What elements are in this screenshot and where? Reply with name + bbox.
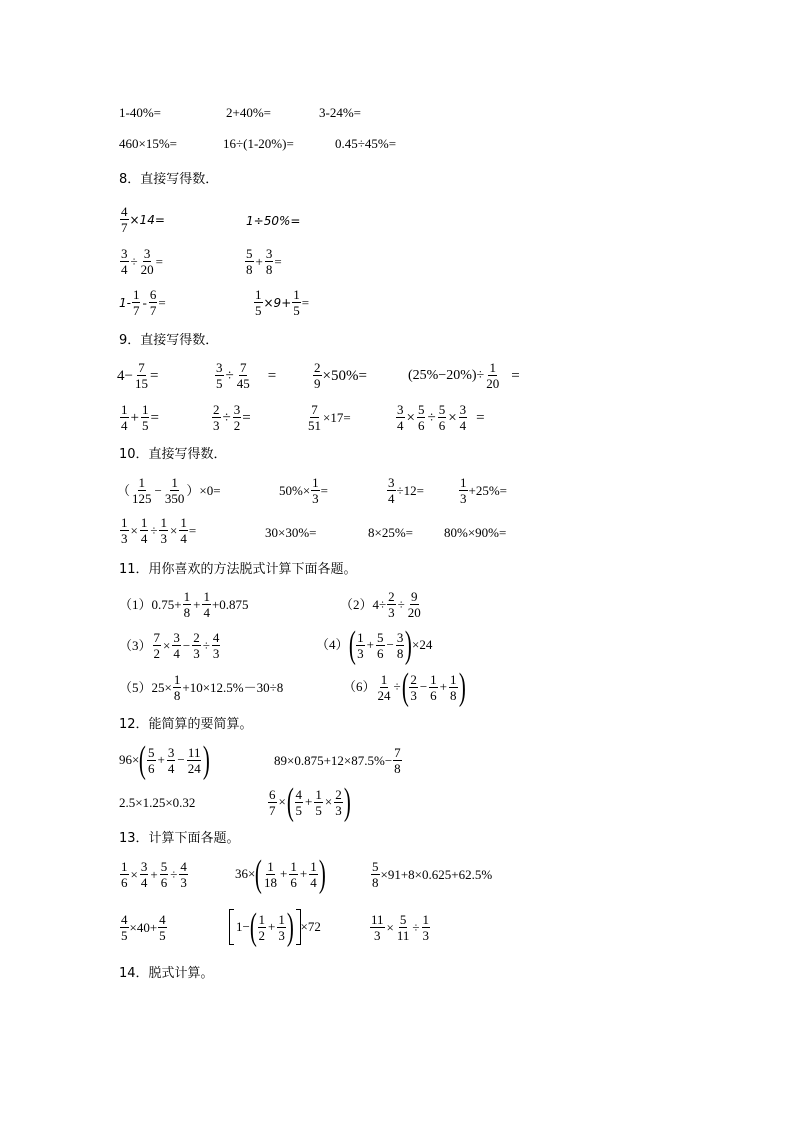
q9-b2: $\frac{2}{3}$ ÷ $\frac{3}{2}$ =: [213, 402, 251, 433]
q9-b4: $\frac{3}{4}$ × $\frac{5}{6}$ ÷ $\frac{5}{6}$ × $\frac{3}{4}$ =: [397, 402, 485, 433]
q8-b1: $\frac{3}{4}$ ÷ $\frac{3}{20}$ =: [121, 246, 163, 277]
q11-title: 11．用你喜欢的方法脱式计算下面各题。: [119, 562, 357, 577]
q12-title: 12．能简算的要简算。: [119, 717, 253, 732]
q13-b3: $\frac{11}{3}$ × $\frac{5}{11}$ ÷ $\frac{1}{3}$: [371, 912, 430, 943]
q8-a2: 1÷50%=: [246, 214, 301, 228]
q12-b1: 2.5×1.25×0.32: [119, 795, 196, 810]
q10-title: 10．直接写得数．: [119, 447, 227, 462]
q8-a1: $\frac{4}{7}$ ×14=: [121, 204, 165, 235]
q13-a1: $\frac{1}{6}$ × $\frac{3}{4}$ + $\frac{5}{6}$ ÷ $\frac{4}{3}$: [121, 859, 187, 890]
expr-460x15pct: 460×15%=: [119, 136, 177, 151]
q13-b1: $\frac{4}{5}$ ×40+ $\frac{4}{5}$: [121, 912, 166, 943]
q8-c1: 1- $\frac{1}{7}$ - $\frac{6}{7}$ =: [119, 287, 166, 318]
q9-a4: (25%−20%)÷ $\frac{1}{20}$ =: [408, 360, 520, 391]
q11-p5: （5） 25× $\frac{1}{8}$ +10×12.5%－30÷8: [119, 672, 284, 703]
q12-a1: 96× ( $\frac{5}{6}$ + $\frac{3}{4}$ − $\frac{11}{24}$ ): [119, 739, 210, 781]
q13-title: 13．计算下面各题。: [119, 831, 240, 846]
q10-b2: 30×30%=: [265, 525, 317, 540]
q10-b4: 80%×90%=: [444, 525, 507, 540]
q9-title: 9．直接写得数．: [119, 333, 219, 348]
q10-a2: 50%× $\frac{1}{3}$ =: [279, 475, 329, 506]
q12-b2: $\frac{6}{7}$ × ( $\frac{4}{5}$ + $\frac{1}{5}$ × $\frac{2}{3}$ ): [269, 781, 351, 823]
expr-2-plus-40pct: 2+40%=: [226, 105, 271, 120]
q14-title: 14．脱式计算。: [119, 966, 214, 981]
expr-045-div-45pct: 0.45÷45%=: [335, 136, 397, 151]
q13-b2: 1− ( $\frac{1}{2}$ + $\frac{1}{3}$ ) ×72: [229, 908, 321, 946]
q12-a2: 89×0.875+12×87.5%− $\frac{7}{8}$: [274, 745, 401, 776]
q11-p1: （1） 0.75+ $\frac{1}{8}$ + $\frac{1}{4}$ +0.875: [119, 589, 249, 620]
q11-p2: （2） 4÷ $\frac{2}{3}$ ÷ $\frac{9}{20}$: [340, 589, 421, 620]
q9-b3: $\frac{7}{51}$ ×17=: [308, 402, 351, 433]
q10-b3: 8×25%=: [368, 525, 413, 540]
expr-3-minus-24pct: 3-24%=: [319, 105, 361, 120]
q11-p6: （6） $\frac{1}{24}$ ÷ ( $\frac{2}{3}$ − $\frac{1}{6}$ + $\frac{1}{8}$ ): [343, 666, 466, 708]
expr-1-minus-40pct: 1-40%=: [119, 105, 161, 120]
q8-b2: $\frac{5}{8}$ + $\frac{3}{8}$ =: [246, 246, 282, 277]
q10-b1: $\frac{1}{3}$ × $\frac{1}{4}$ ÷ $\frac{1}{3}$ × $\frac{1}{4}$ =: [121, 515, 197, 546]
q13-a2: 36× ( $\frac{1}{18}$ + $\frac{1}{6}$ + $\frac{1}{4}$ ): [235, 853, 326, 895]
q10-a1: （ $\frac{1}{125}$ − $\frac{1}{350}$ ）×0=: [117, 475, 221, 506]
q8-title: 8．直接写得数．: [119, 172, 219, 187]
q9-b1: $\frac{1}{4}$ + $\frac{1}{5}$ =: [121, 402, 159, 433]
expr-16-div: 16÷(1-20%)=: [223, 136, 294, 151]
q11-p4: （4） ( $\frac{1}{3}$ + $\frac{5}{6}$ − $\frac{3}{8}$ ) ×24: [316, 624, 433, 666]
q9-a3: $\frac{2}{9}$ ×50%=: [314, 360, 367, 391]
q9-a2: $\frac{3}{5}$ ÷ $\frac{7}{45}$ =: [216, 360, 277, 391]
q10-a4: $\frac{1}{3}$ +25%=: [460, 475, 507, 506]
q13-a3: $\frac{5}{8}$ ×91+8×0.625+62.5%: [372, 859, 493, 890]
q10-a3: $\frac{3}{4}$ ÷12=: [388, 475, 424, 506]
q9-a1: 4− $\frac{7}{15}$ =: [117, 360, 159, 391]
q8-c2: $\frac{1}{5}$ ×9+ $\frac{1}{5}$ =: [255, 287, 310, 318]
q11-p3: （3） $\frac{7}{2}$ × $\frac{3}{4}$ − $\frac{2}{3}$ ÷ $\frac{4}{3}$: [119, 630, 220, 661]
